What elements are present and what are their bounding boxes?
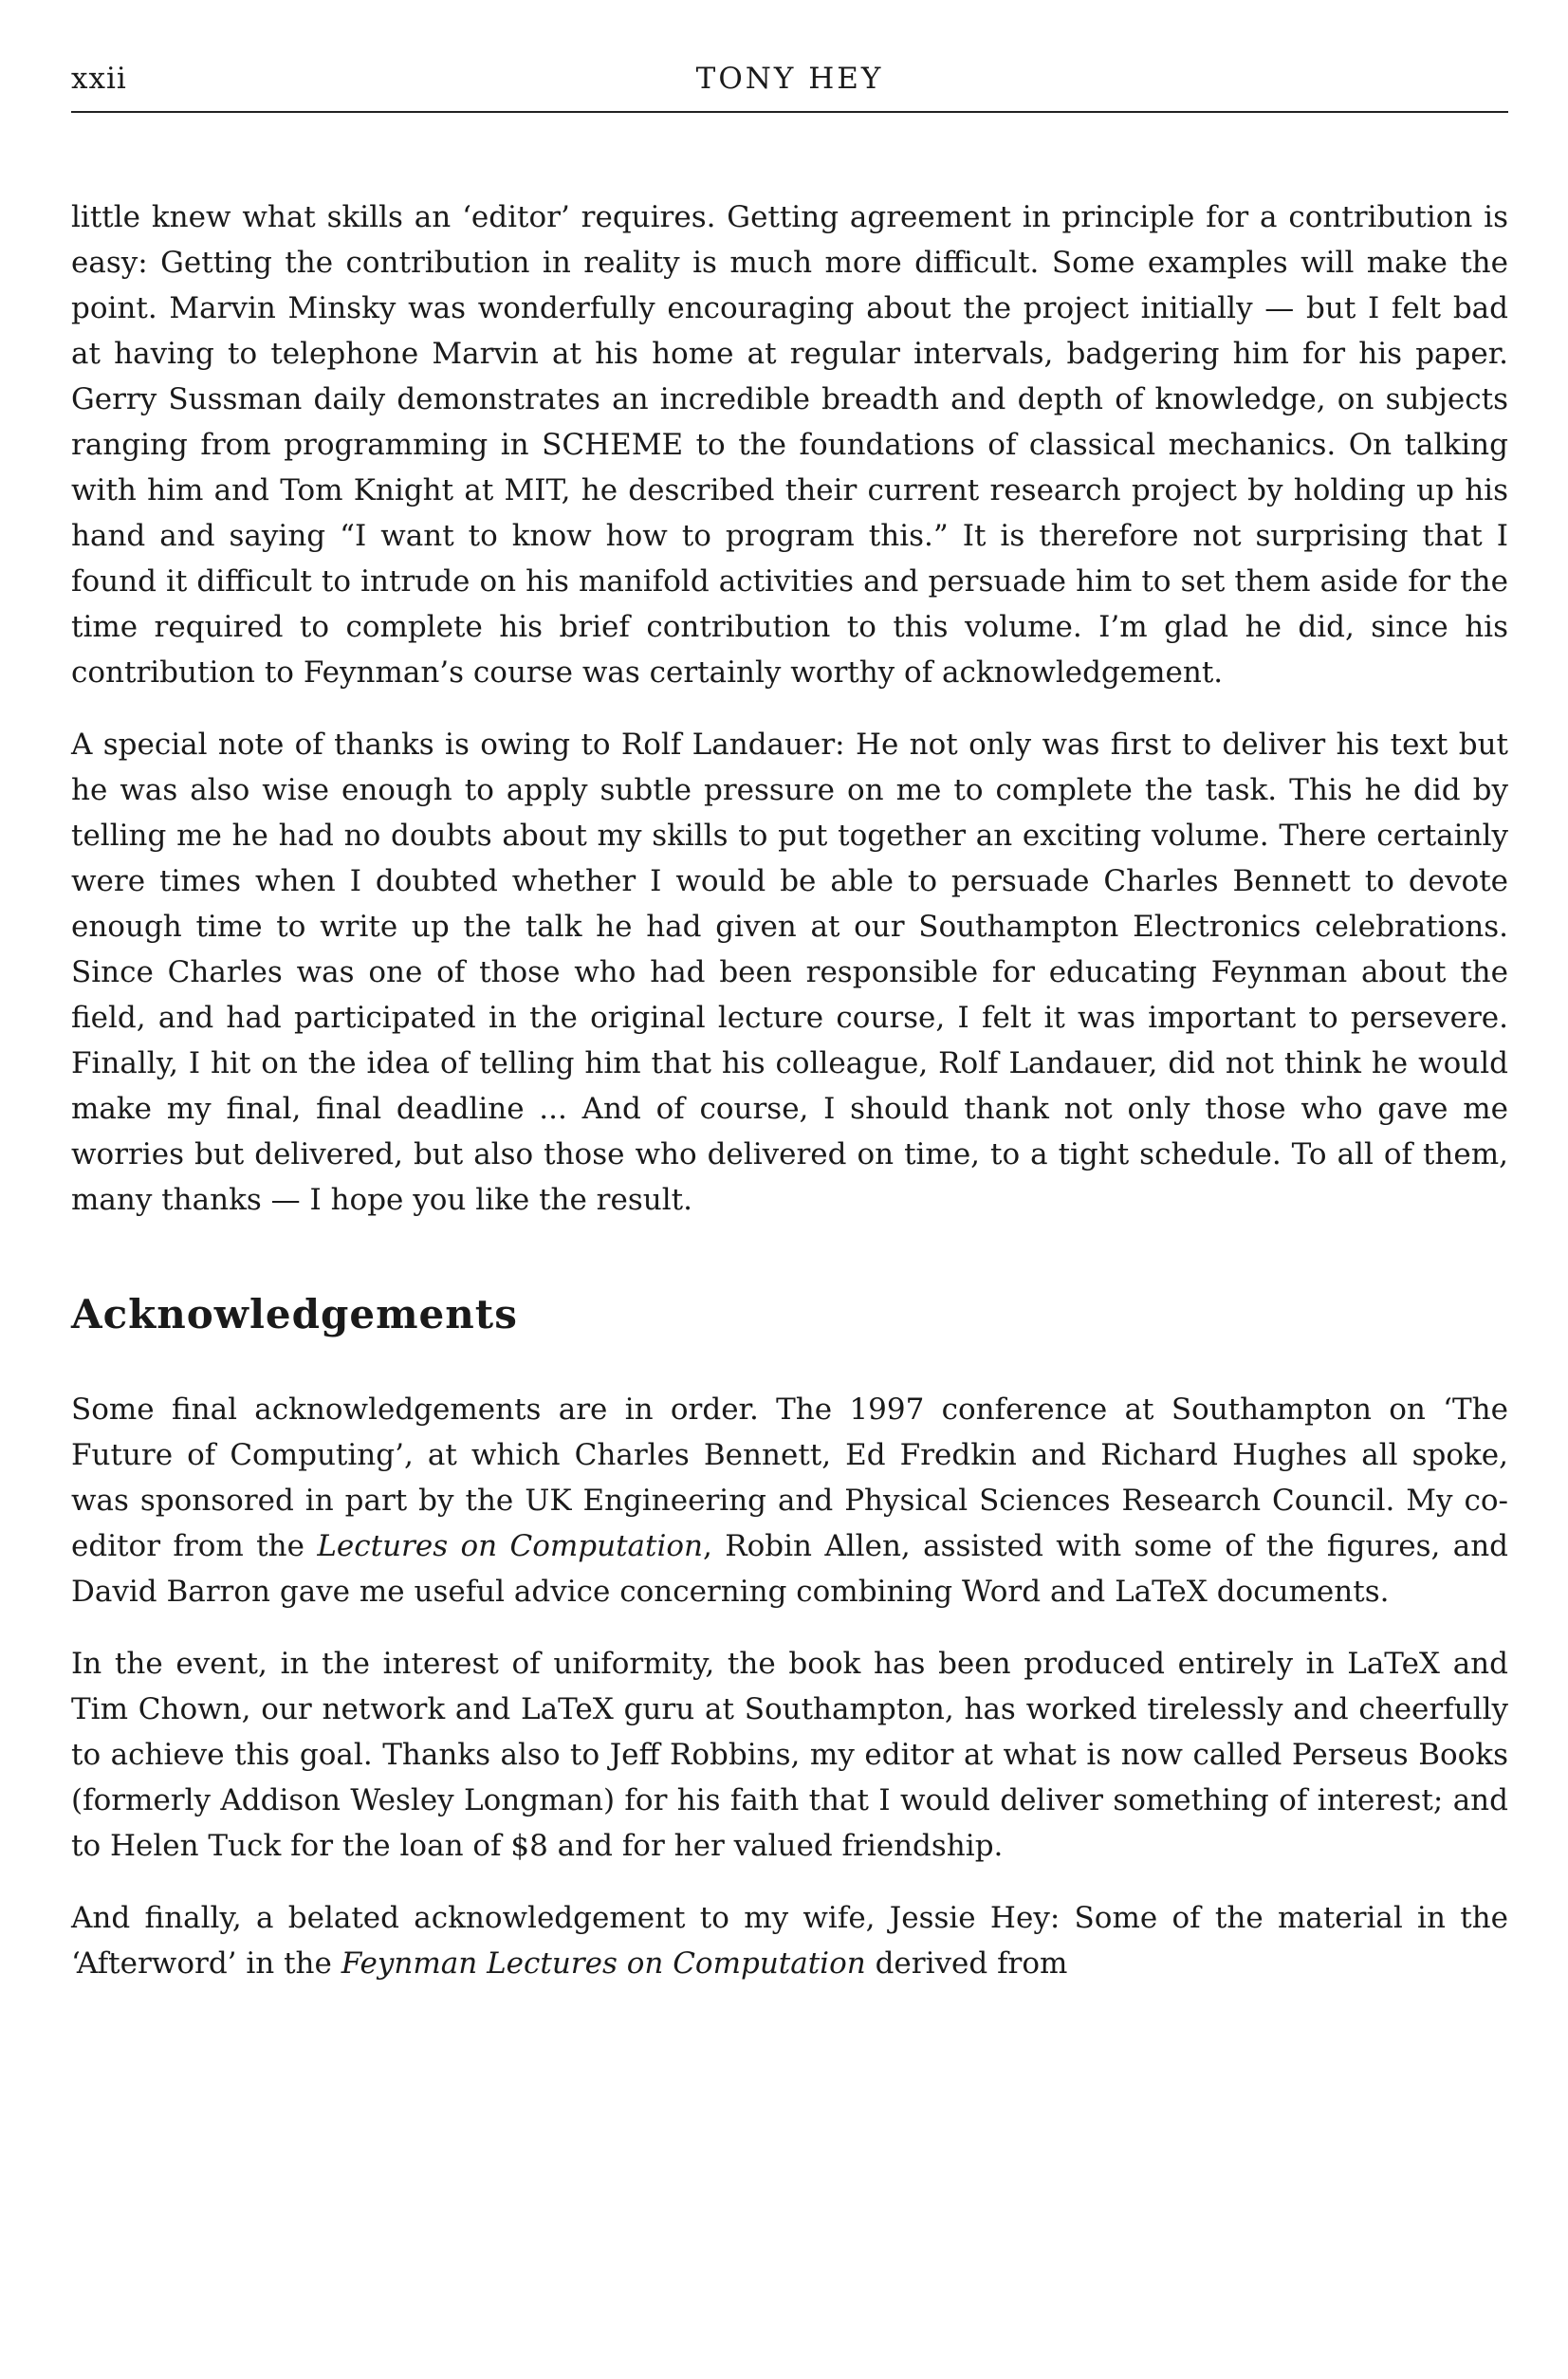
- running-head: TONY HEY: [695, 62, 884, 96]
- body-text: [71, 194, 1508, 1986]
- page-header: [71, 52, 1508, 113]
- page-number: xxii: [71, 62, 127, 96]
- section-heading: Acknowledgements: [71, 1291, 518, 1337]
- document-page: [71, 52, 1508, 2348]
- paragraph: And finally, a belated acknowledgement to my wife, Jessie Hey: Some of the material in the ‘Afterword’ in the Feynman Lectures on Computation derived from: [71, 1901, 1508, 1981]
- paragraph: A special note of thanks is owing to Rolf Landauer: He not only was first to deliver his text but he was also wise enough to apply subtle pressure on me to complete the task. This he did by telling me he had no doubts about my skills to put together an exciting volume. There certainly were times when I doubted whether I would be able to persuade Charles Bennett to devote enough time to write up the talk he had given at our Southampton Electronics celebrations. Since Charles was one of those who had been responsible for educating Feynman about the field, and had participated in the original lecture course, I felt it was important to persevere. Finally, I hit on the idea of telling him that his colleague, Rolf Landauer, did not think he would make my final, final deadline ... And of course, I should thank not only those who gave me worries but delivered, but also those who delivered on time, to a tight schedule. To all of them, many thanks — I hope you like the result.: [71, 728, 1508, 1217]
- book-title: Feynman Lectures on Computation: [341, 1946, 866, 1981]
- paragraph: In the event, in the interest of uniformity, the book has been produced entirely in LaTeX and Tim Chown, our network and LaTeX guru at Southampton, has worked tirelessly and cheerfully to achieve this goal. Thanks also to Jeff Robbins, my editor at what is now called Perseus Books (formerly Addison Wesley Longman) for his faith that I would deliver something of interest; and to Helen Tuck for the loan of $8 and for her valued friendship.: [71, 1647, 1508, 1863]
- paragraph: little knew what skills an ‘editor’ requires. Getting agreement in principle for a contribution is easy: Getting the contribution in reality is much more difficult. Some examples will make the point. Marvin Minsky was wonderfully encouraging about the project initially — but I felt bad at having to telephone Marvin at his home at regular intervals, badgering him for his paper. Gerry Sussman daily demonstrates an incredible breadth and depth of knowledge, on subjects ranging from programming in SCHEME to the foundations of classical mechanics. On talking with him and Tom Knight at MIT, he described their current research project by holding up his hand and saying “I want to know how to program this.” It is therefore not surprising that I found it difficult to intrude on his manifold activities and persuade him to set them aside for the time required to complete his brief contribution to this volume. I’m glad he did, since his contribution to Feynman’s course was certainly worthy of acknowledgement.: [71, 200, 1508, 690]
- paragraph: Some final acknowledgements are in order. The 1997 conference at Southampton on ‘The Future of Computing’, at which Charles Bennett, Ed Fredkin and Richard Hughes all spoke, was sponsored in part by the UK Engineering and Physical Sciences Research Council. My co-editor from the Lectures on Computation, Robin Allen, assisted with some of the figures, and David Barron gave me useful advice concerning combining Word and LaTeX documents.: [71, 1392, 1508, 1609]
- book-title: Lectures on Computation: [317, 1529, 704, 1563]
